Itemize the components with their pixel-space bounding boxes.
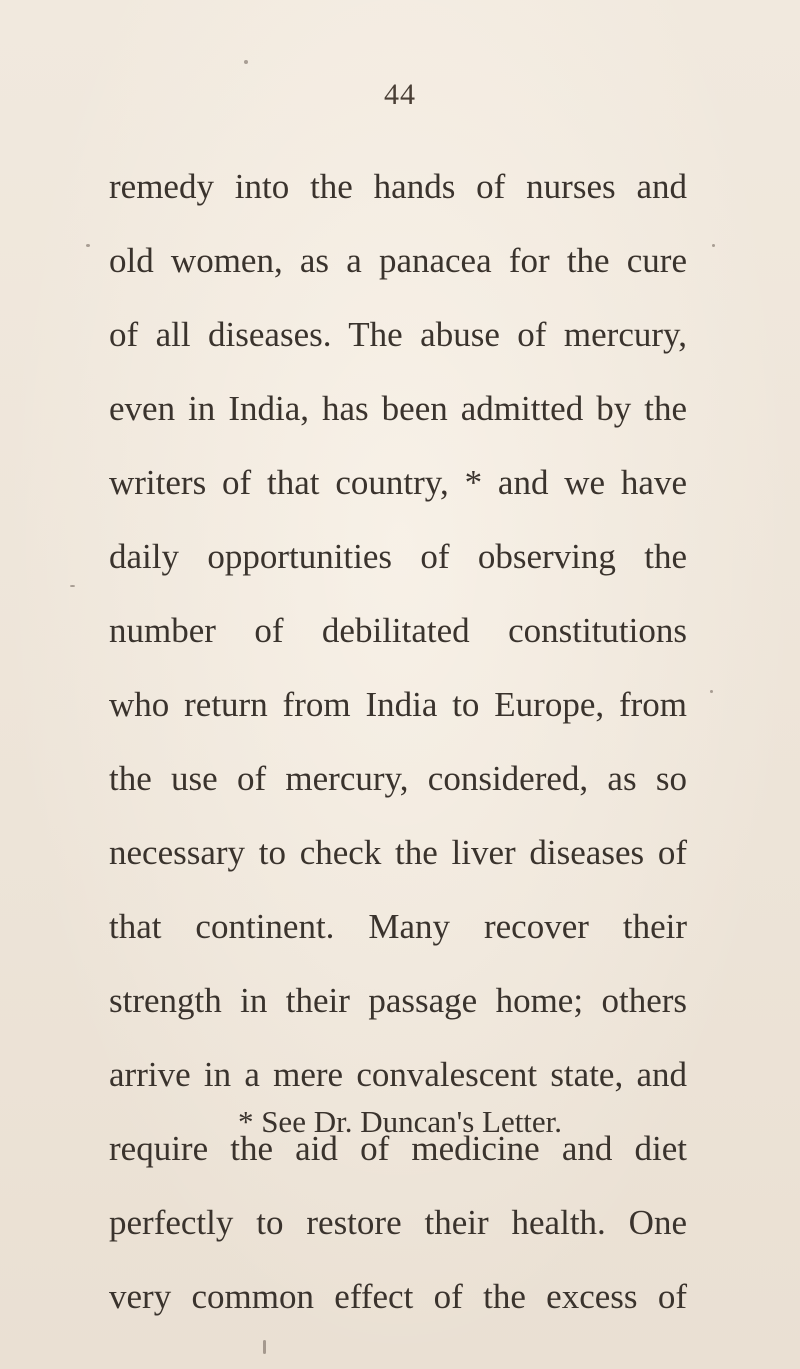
- paper-speck: [86, 244, 90, 247]
- paper-speck: [70, 585, 75, 587]
- text-line: who return from India to Europe, from: [109, 685, 687, 724]
- text-line: the use of mercury, considered, as so: [109, 759, 687, 798]
- paper-speck: [712, 244, 715, 247]
- text-line: of all diseases. The abuse of mercury,: [109, 315, 687, 354]
- paper-speck: [710, 690, 713, 693]
- text-line: remedy into the hands of nurses and: [109, 167, 687, 206]
- page-number: 44: [384, 78, 416, 111]
- text-line: that continent. Many recover their: [109, 907, 687, 946]
- paper-speck: [244, 60, 248, 64]
- text-line: strength in their passage home; others: [109, 981, 687, 1020]
- text-line: writers of that country, * and we have: [109, 463, 687, 502]
- text-line: even in India, has been admitted by the: [109, 389, 687, 428]
- text-line: arrive in a mere convalescent state, and: [109, 1055, 687, 1094]
- text-line: very common effect of the excess of: [109, 1277, 687, 1316]
- body-text: [109, 150, 687, 1334]
- paper-speck: [263, 1340, 266, 1354]
- footnote: * See Dr. Duncan's Letter.: [237, 1104, 563, 1139]
- text-line: require the aid of medicine and diet: [109, 1129, 687, 1168]
- text-line: old women, as a panacea for the cure: [109, 241, 687, 280]
- text-line: daily opportunities of observing the: [109, 537, 687, 576]
- text-line: perfectly to restore their health. One: [109, 1203, 687, 1242]
- text-line: number of debilitated constitutions: [109, 611, 687, 650]
- text-line: necessary to check the liver diseases of: [109, 833, 687, 872]
